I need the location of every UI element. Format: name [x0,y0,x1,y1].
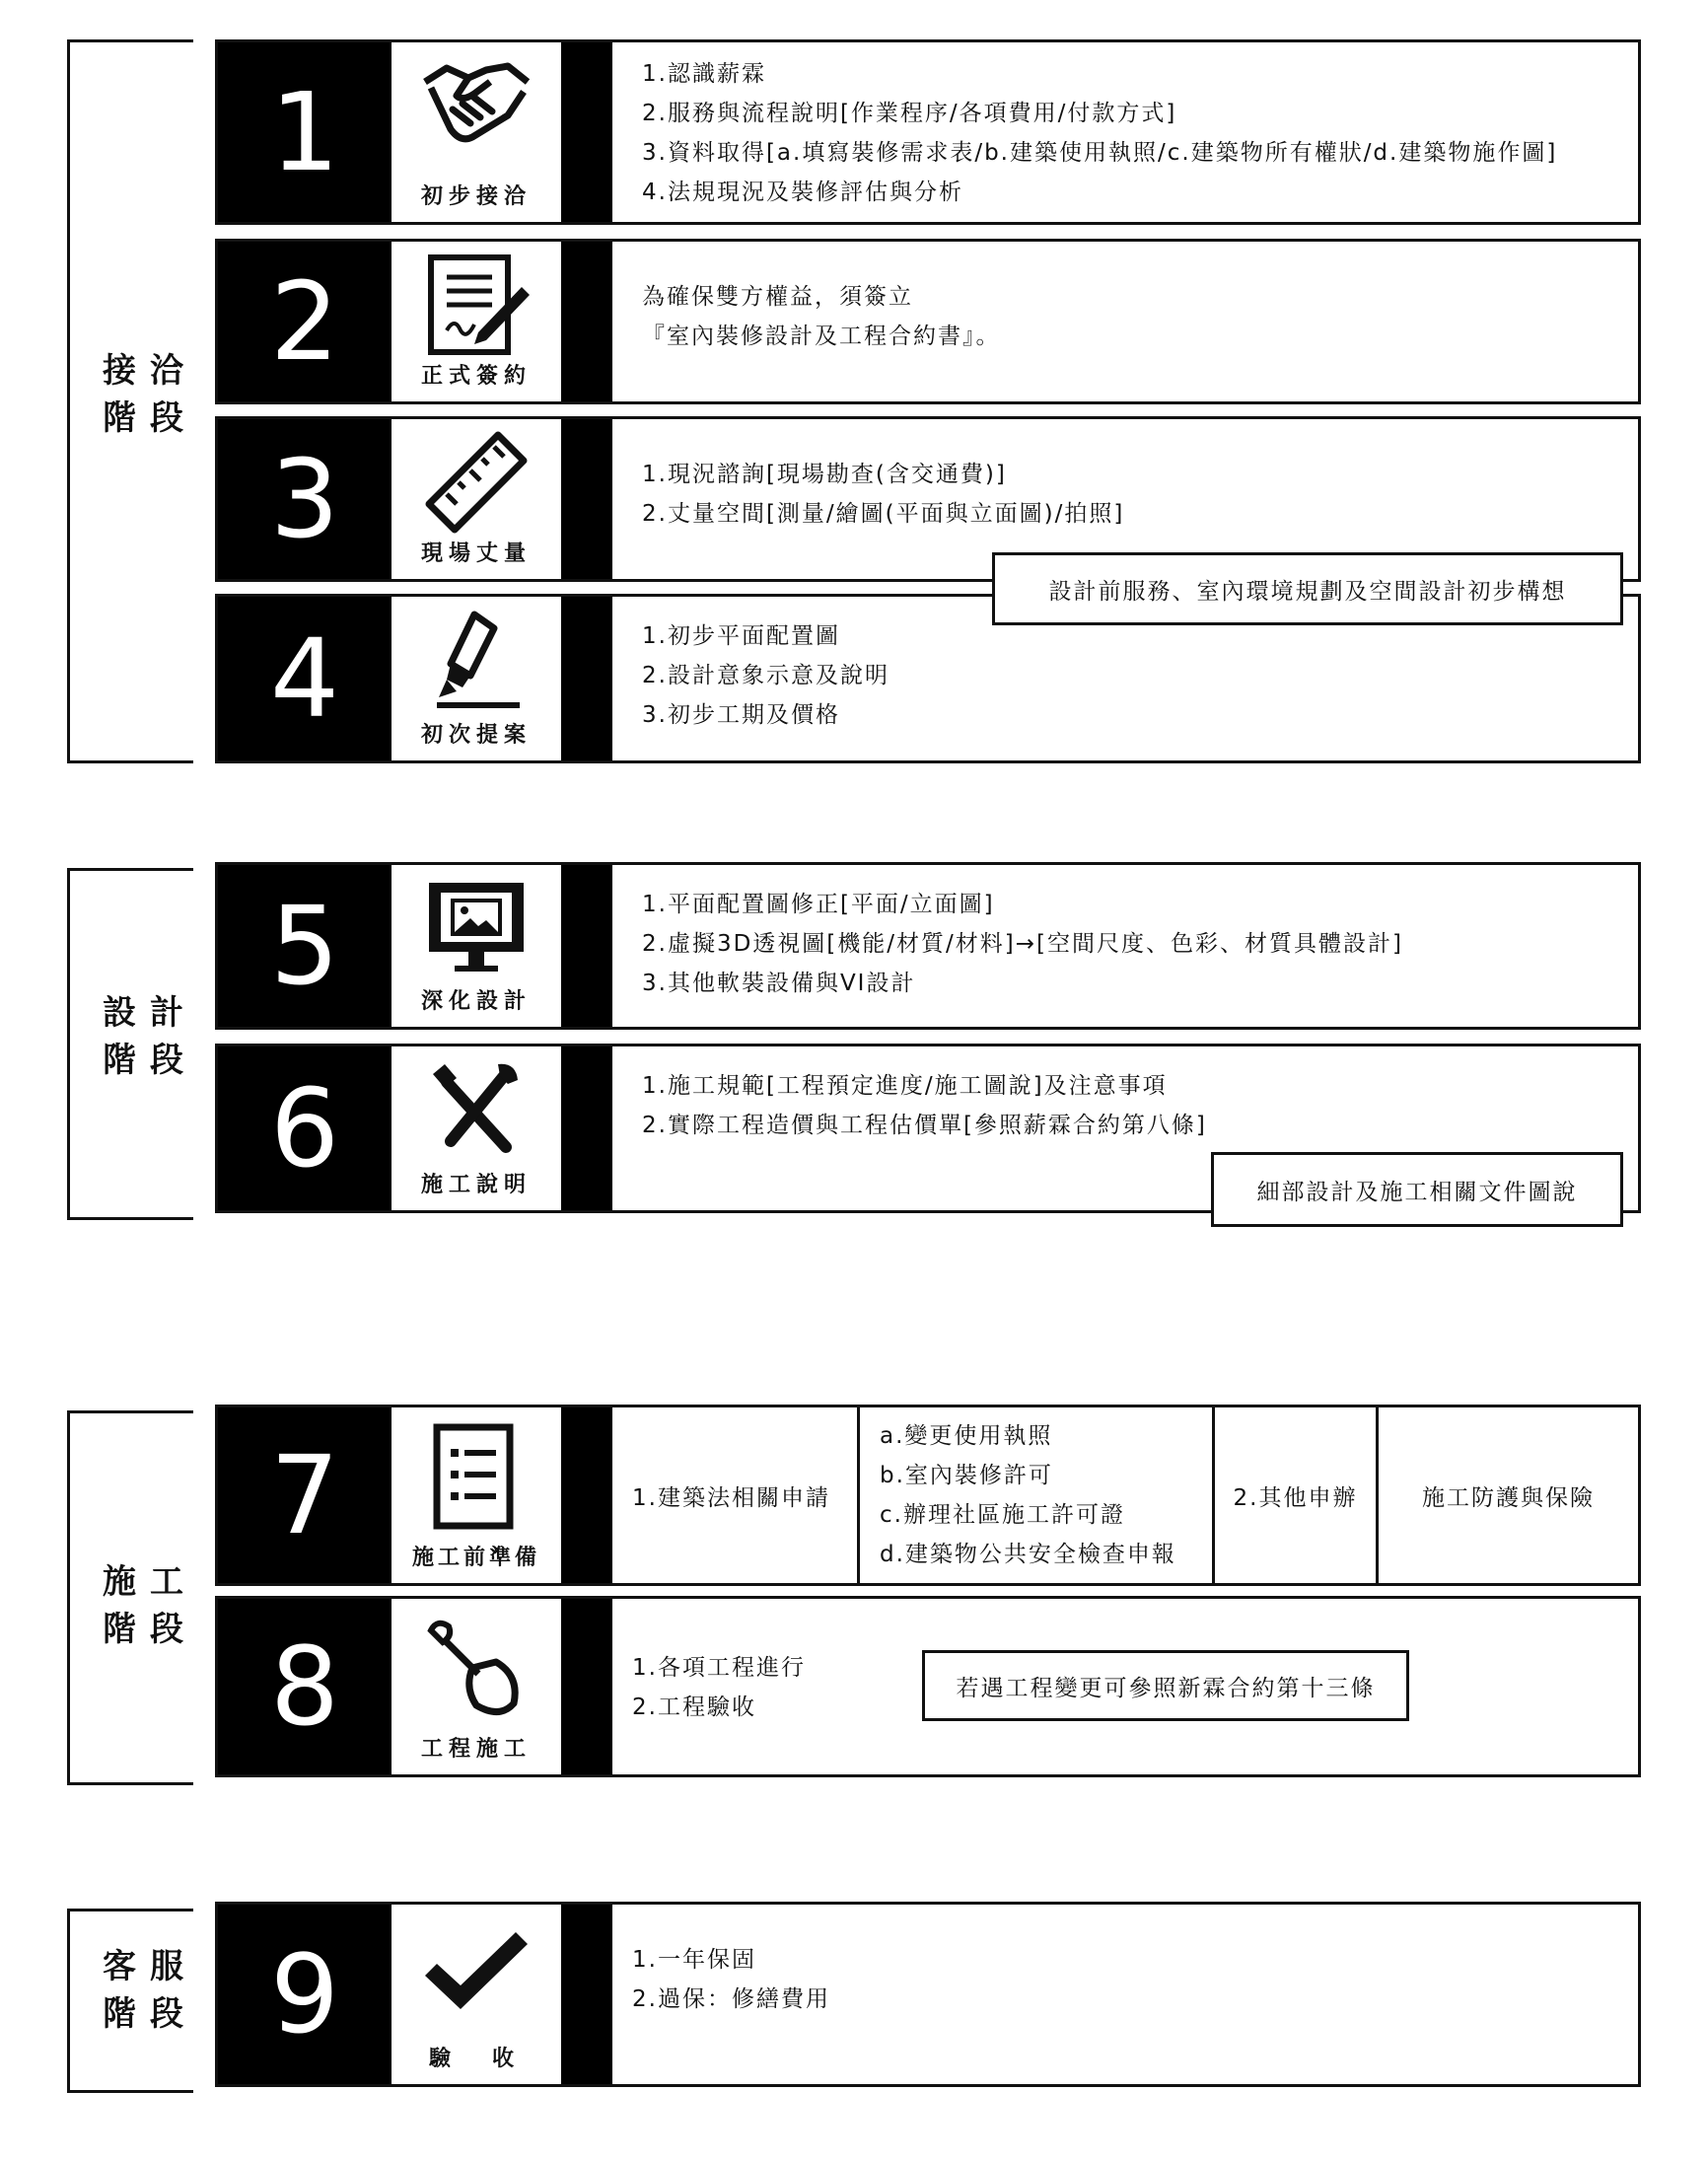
step-icon-cell [391,1905,561,2084]
step-bar [561,1407,612,1583]
content-line: 1.一年保固 [632,1947,756,1973]
content-line: 3.初步工期及價格 [642,702,840,728]
phase-label-2 [103,989,201,1084]
step-row-7 [215,1405,1641,1586]
table-cell [612,1407,857,1583]
table-cell [1376,1407,1638,1583]
phase-label-line: 階段 [103,1041,197,1080]
callout-box: 細部設計及施工相關文件圖說 [1211,1152,1623,1227]
content-line: 3.其他軟裝設備與VI設計 [642,971,916,996]
phase-label-line: 客服 [103,1947,197,1986]
content-line: b.室內裝修許可 [880,1463,1053,1488]
step-row-1 [215,39,1641,225]
content-line: 2.工程驗收 [632,1694,756,1720]
phase-label-1 [103,347,201,442]
ruler-icon [417,429,535,538]
step-label: 深化設計 [420,989,532,1014]
phase-label-4 [103,1943,201,2038]
step-number: 2 [218,242,391,401]
step-row-5 [215,862,1641,1030]
step-number: 1 [218,42,391,222]
content-line: 2.虛擬3D透視圖[機能/材質/材料]→[空間尺度、色彩、材質具體設計] [642,931,1403,957]
step-label: 工程施工 [420,1737,532,1762]
cell-text: 施工防護與保險 [1422,1484,1595,1511]
cell-text: 2.其他申辦 [1233,1484,1358,1511]
contract-sign-icon [417,252,535,360]
step-bar [561,419,612,579]
content-line: 1.平面配置圖修正[平面/立面圖] [642,892,995,917]
handshake-icon [417,52,535,161]
step-bar [561,1599,612,1774]
step-number: 4 [218,597,391,760]
step-icon-cell [391,597,561,760]
step-label: 初步接洽 [420,184,532,209]
step-content [642,277,1618,356]
step-bar [561,242,612,401]
content-line: 2.丈量空間[測量/繪圖(平面與立面圖)/拍照] [642,501,1125,527]
phase-label-line: 階段 [103,398,197,438]
phase-label-line: 階段 [103,1610,197,1649]
step-number: 9 [218,1905,391,2084]
step-row-2 [215,239,1641,404]
phase-label-line: 施工 [103,1562,197,1602]
content-line: 『室內裝修設計及工程合約書』。 [642,324,1001,349]
step-row-8 [215,1596,1641,1777]
content-line: a.變更使用執照 [880,1423,1053,1449]
content-line: c.辦理社區施工許可證 [880,1502,1125,1528]
step-label: 施工說明 [420,1173,532,1197]
callout-box: 設計前服務、室內環境規劃及空間設計初步構想 [992,552,1623,625]
phase-label-line: 階段 [103,1994,197,2034]
step-bar [561,42,612,222]
step-bar [561,865,612,1027]
phase-label-3 [103,1558,201,1653]
content-line: 2.實際工程造價與工程估價單[參照薪霖合約第八條] [642,1113,1207,1138]
step-bar [561,1046,612,1210]
content-line: 4.法規現況及裝修評估與分析 [642,180,963,205]
checklist-icon [417,1423,535,1542]
step-label: 施工前準備 [411,1546,540,1570]
content-line: 1.初步平面配置圖 [642,623,840,649]
tools-icon [417,1056,535,1165]
step-number: 6 [218,1046,391,1210]
step-label: 正式簽約 [420,364,532,389]
step-content [642,1066,1618,1145]
step-number: 8 [218,1599,391,1774]
cell-text: 1.建築法相關申請 [632,1484,830,1511]
content-line: 3.資料取得[a.填寫裝修需求表/b.建築使用執照/c.建築物所有權狀/d.建築物施作圖] [642,140,1558,166]
step-content [642,885,1618,1003]
phase-label-line: 接洽 [103,351,197,391]
step-label: 驗 收 [428,2047,524,2071]
step-icon-cell [391,1046,561,1210]
step-number: 5 [218,865,391,1027]
step-icon-cell [391,1599,561,1774]
table-cell [857,1407,1212,1583]
step-bar [561,597,612,760]
monitor-icon [417,875,535,983]
step-number: 7 [218,1407,391,1583]
content-line: 1.現況諮詢[現場勘查(含交通費)] [642,462,1007,487]
checkmark-icon [417,1924,535,2033]
content-line: d.建築物公共安全檢查申報 [880,1542,1176,1567]
content-line: 為確保雙方權益，須簽立 [642,284,913,310]
step-icon-cell [391,42,561,222]
step-bar [561,1905,612,2084]
step-content [642,54,1618,212]
step-number: 3 [218,419,391,579]
step-row-9 [215,1902,1641,2087]
shovel-icon [417,1617,535,1735]
highlighter-icon [417,607,535,715]
content-line: 2.過保：修繕費用 [632,1986,830,2012]
content-line: 1.各項工程進行 [632,1655,806,1681]
content-line: 2.設計意象示意及說明 [642,663,890,688]
step-icon-cell [391,242,561,401]
step-label: 初次提案 [420,723,532,748]
step-label: 現場丈量 [420,541,532,566]
step-content [642,616,1618,735]
step-icon-cell [391,865,561,1027]
phase-label-line: 設計 [103,993,197,1033]
table-cell [1212,1407,1376,1583]
step-icon-cell [391,1407,561,1583]
content-line: 1.施工規範[工程預定進度/施工圖說]及注意事項 [642,1073,1168,1099]
content-line: 1.認識薪霖 [642,61,766,87]
step-content [642,455,1618,534]
content-line: 2.服務與流程說明[作業程序/各項費用/付款方式] [642,101,1177,126]
callout-box: 若遇工程變更可參照新霖合約第十三條 [922,1650,1409,1721]
step-content [632,1940,1618,2019]
step-icon-cell [391,419,561,579]
